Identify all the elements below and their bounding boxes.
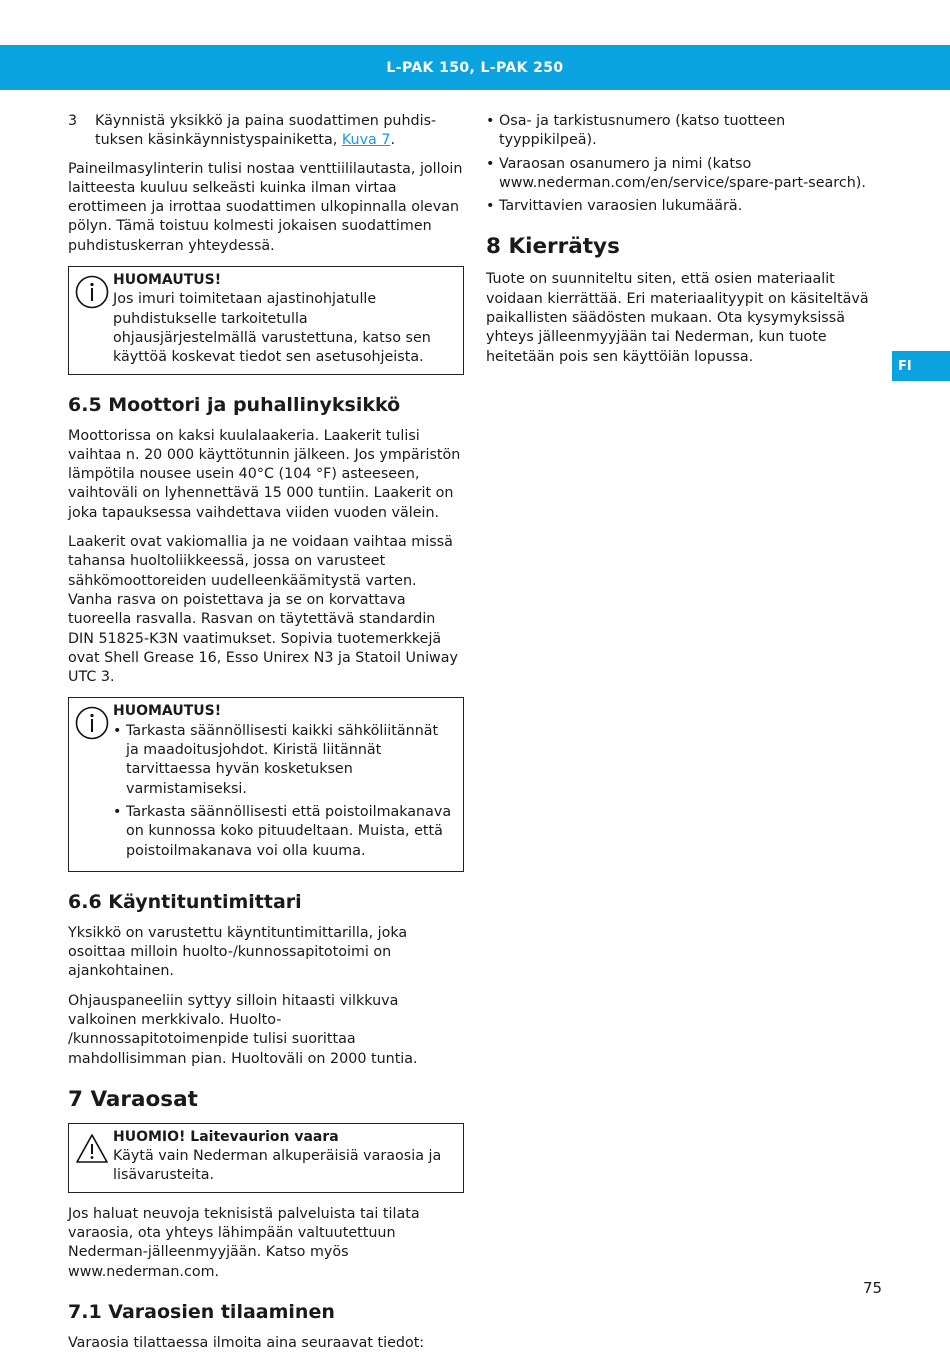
- section-heading-6-5: 6.5 Moottori ja puhallinyksikkö: [68, 393, 401, 416]
- list-item: • Tarkasta säännöllisesti että poistoilmakanava on kunnossa koko pituudeltaan. Muista, että poistoilmakanava voi olla kuuma.: [113, 803, 455, 861]
- notice-box: [68, 697, 464, 871]
- right-column: [486, 112, 884, 377]
- notice-list: [113, 722, 455, 861]
- paragraph: Tuote on suunniteltu siten, että osien materiaalit voidaan kierrättää. Eri materiaalityypit on käsiteltävä paikallisten säädösten mukaan. Ota kysymyksissä yhteys jälleenmyyjään tai Nederman, kun tuote heitetään pois sen käyttöiän lopussa.: [486, 271, 869, 365]
- step-text-body: Käynnistä yksikkö ja paina suodattimen puhdis-tuksen käsinkäynnistyspainiketta,: [95, 113, 437, 149]
- paragraph: Jos haluat neuvoja teknisistä palveluista tai tilata varaosia, ota yhteys lähimpään valtuutettuun Nederman-jälleenmyyjään. Katso myös www.nederman.com.: [68, 1205, 420, 1280]
- notice-title: HUOMAUTUS!: [113, 272, 222, 289]
- paragraph: Moottorissa on kaksi kuulalaakeria. Laakerit tulisi vaihtaa n. 20 000 käyttötunnin jälkeen. Jos ympäristön lämpötila nousee usein 40°C (104 °F) asteeseen, vaihtoväli on lyhennettävä 15 000 tuntiin. Laakerit on joka tapauksessa vaihdettava viiden vuoden välein.: [68, 427, 461, 521]
- header-bar: [0, 45, 950, 90]
- paragraph: Paineilmasylinterin tulisi nostaa venttiililautasta, jolloin laitteesta kuuluu selkeästi kuinka ilman virtaa erottimeen ja irrottaa suodattimen ulkopinnalla olevan pölyn. Tämä toistuu kolmesti jokaisen suodattimen puhdistuskerran yhteydessä.: [68, 160, 463, 254]
- document-title: L-PAK 150, L-PAK 250: [386, 59, 564, 76]
- paragraph: Ohjauspaneeliin syttyy silloin hitaasti vilkkuva valkoinen merkkivalo. Huolto- /kunnossapitotoimenpide tulisi suorittaa mahdollisimman pian. Huoltoväli on 2000 tuntia.: [68, 992, 418, 1067]
- list-item: • Varaosan osanumero ja nimi (katso www.nederman.com/en/service/spare-part-search).: [486, 155, 884, 194]
- warning-text: Käytä vain Nederman alkuperäisiä varaosia ja lisävarusteita.: [113, 1148, 442, 1184]
- notice-title: HUOMAUTUS!: [113, 703, 222, 720]
- list-item: • Tarkasta säännöllisesti kaikki sähköliitännät ja maadoitusjohdot. Kiristä liitännät tarvittaessa hyvän kosketuksen varmistamiseksi.: [113, 722, 455, 799]
- language-tab[interactable]: FI: [892, 351, 950, 381]
- step-text-end: .: [390, 132, 395, 149]
- list-item: • Osa- ja tarkistusnumero (katso tuotteen tyyppikilpeä).: [486, 112, 884, 151]
- notice-box: [68, 266, 464, 374]
- section-heading-6-6: 6.6 Käyntituntimittari: [68, 890, 302, 913]
- figure-link[interactable]: Kuva 7: [341, 132, 391, 149]
- paragraph: Yksikkö on varustettu käyntituntimittarilla, joka osoittaa milloin huolto-/kunnossapitotoimi on ajankohtainen.: [68, 924, 408, 980]
- order-info-list: [486, 112, 884, 216]
- section-heading-8: 8 Kierrätys: [486, 234, 620, 260]
- paragraph: Laakerit ovat vakiomallia ja ne voidaan vaihtaa missä tahansa huoltoliikkeessä, jossa on varusteet sähkömoottoreiden uudelleenkäämitystä varten. Vanha rasva on poistettava ja se on korvattava tuoreella rasvalla. Rasvan on täytettävä standardin DIN 51825-K3N vaatimukset. Sopivia tuotemerkkejä ovat Shell Grease 16, Esso Unirex N3 ja Statoil Uniway UTC 3.: [68, 534, 458, 686]
- warning-icon: [75, 1132, 109, 1166]
- step-text: [95, 112, 464, 151]
- section-heading-7: 7 Varaosat: [68, 1086, 198, 1112]
- paragraph: Varaosia tilattaessa ilmoita aina seuraavat tiedot:: [68, 1334, 425, 1351]
- warning-box: [68, 1123, 464, 1193]
- section-heading-7-1: 7.1 Varaosien tilaaminen: [68, 1300, 335, 1323]
- left-column: [68, 112, 464, 1363]
- page-number: 75: [863, 1279, 883, 1297]
- step-3: [68, 112, 464, 151]
- notice-text: Jos imuri toimitetaan ajastinohjatulle puhdistukselle tarkoitetulla ohjausjärjestelmällä varustettuna, katso sen käyttöä koskevat tiedot sen asetusohjeista.: [113, 291, 431, 366]
- info-icon: [75, 706, 109, 740]
- info-icon: [75, 275, 109, 309]
- step-number: 3: [68, 113, 78, 129]
- list-item: • Tarvittavien varaosien lukumäärä.: [486, 197, 884, 216]
- warning-title: HUOMIO! Laitevaurion vaara: [113, 1128, 339, 1145]
